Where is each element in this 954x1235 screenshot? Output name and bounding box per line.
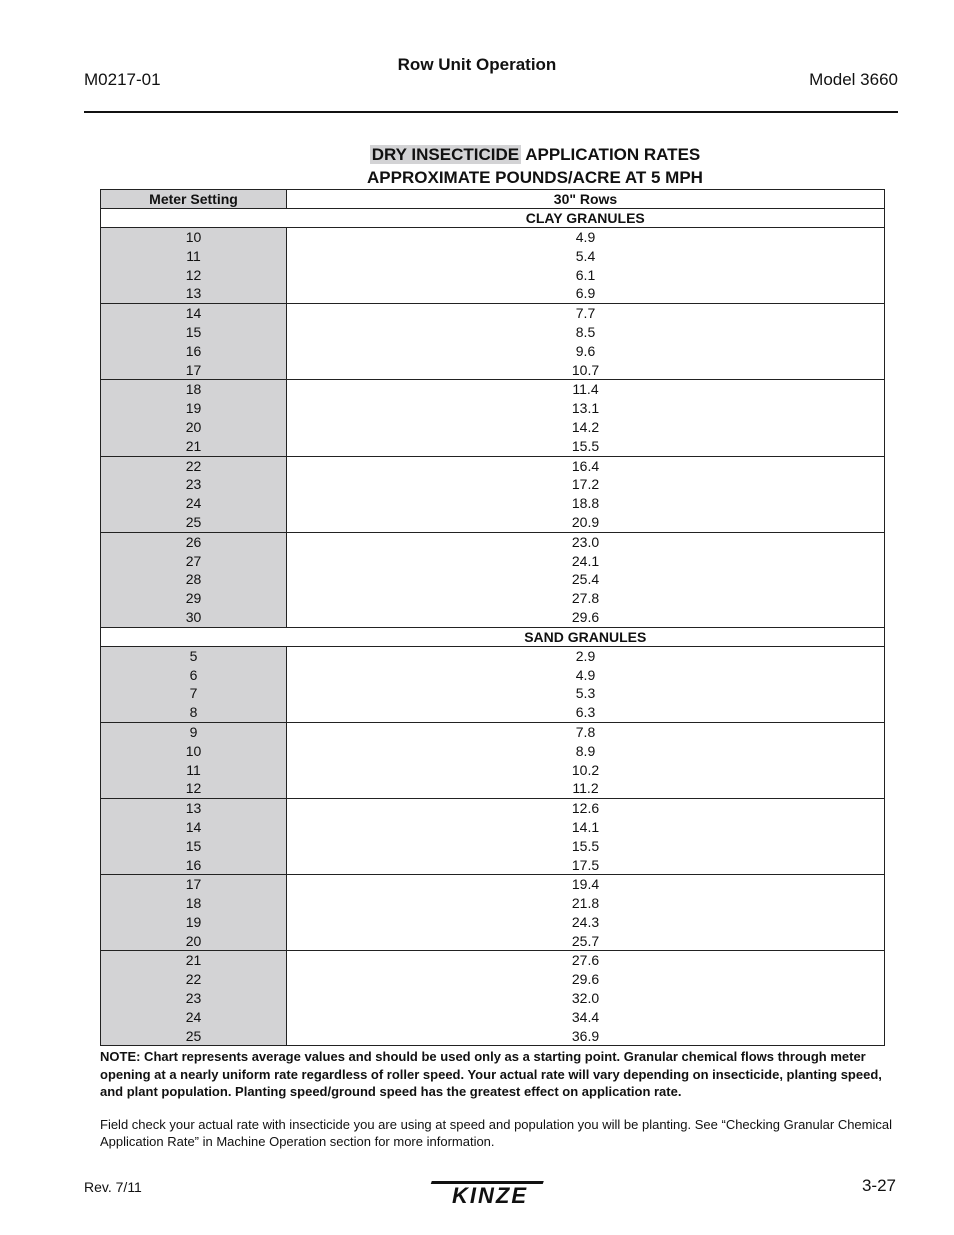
rate-cell: [287, 456, 885, 532]
rate-value: 36.9: [571, 1027, 600, 1044]
meter-setting-value: 17: [185, 361, 202, 378]
meter-setting-value: 24: [185, 1008, 202, 1025]
meter-setting-value: 15: [185, 837, 202, 854]
meter-setting-value: 21: [185, 437, 202, 454]
meter-setting-value: 15: [185, 323, 202, 340]
rate-value: 32.0: [571, 990, 600, 1007]
meter-setting-value: 23: [185, 990, 202, 1007]
table-row: [101, 875, 885, 951]
kinze-logo: [430, 1175, 550, 1207]
meter-setting-value: 19: [185, 913, 202, 930]
rate-value: 25.7: [571, 932, 600, 949]
meter-setting-cell: [101, 722, 287, 798]
table-title-line2: APPROXIMATE POUNDS/ACRE AT 5 MPH: [367, 168, 703, 187]
meter-setting-value: 28: [185, 571, 202, 588]
meter-setting-value: 29: [185, 590, 202, 607]
meter-setting-value: 10: [185, 742, 202, 759]
section-label: SAND GRANULES: [287, 627, 885, 646]
meter-setting-value: 11: [186, 761, 201, 778]
meter-setting-value: 7: [189, 685, 198, 702]
meter-setting-cell: [101, 228, 287, 304]
rate-cell: [287, 228, 885, 304]
meter-setting-value: 8: [189, 704, 198, 721]
rate-value: 14.1: [571, 818, 600, 835]
rate-value: 11.4: [572, 381, 599, 398]
rate-value: 34.4: [571, 1008, 600, 1025]
rate-value: 8.9: [575, 742, 596, 759]
rate-value: 29.6: [571, 608, 600, 625]
rate-value: 23.0: [571, 533, 600, 550]
rate-value: 16.4: [571, 457, 600, 474]
meter-setting-value: 13: [185, 285, 202, 302]
rate-value: 8.5: [575, 323, 596, 340]
document-id: M0217-01: [84, 70, 161, 89]
meter-setting-value: 23: [185, 476, 202, 493]
meter-setting-cell: [101, 304, 287, 380]
meter-setting-value: 13: [185, 800, 202, 817]
column-header-30-rows: 30" Rows: [287, 190, 885, 209]
meter-setting-value: 22: [185, 457, 202, 474]
meter-setting-value: 26: [185, 533, 202, 550]
rate-value: 10.2: [571, 761, 600, 778]
meter-setting-value: 12: [185, 780, 202, 797]
meter-setting-value: 19: [185, 400, 202, 417]
meter-setting-value: 25: [185, 513, 202, 530]
meter-setting-value: 25: [185, 1027, 202, 1044]
rate-value: 5.4: [575, 247, 596, 264]
meter-setting-value: 21: [185, 952, 202, 969]
rate-value: 19.4: [571, 876, 600, 893]
meter-setting-cell: [101, 380, 287, 456]
meter-setting-cell: [101, 456, 287, 532]
table-title-line1: [0, 143, 954, 166]
rate-value: 10.7: [571, 361, 600, 378]
section-label: CLAY GRANULES: [287, 209, 885, 228]
rate-value: 7.7: [575, 305, 596, 322]
page-number: 3-27: [861, 1176, 896, 1195]
rate-value: 25.4: [571, 571, 600, 588]
meter-setting-value: 14: [185, 818, 202, 835]
meter-setting-value: 24: [185, 495, 202, 512]
section-blank-cell: [101, 627, 287, 646]
revision-label: Rev. 7/11: [84, 1179, 142, 1195]
meter-setting-value: 27: [185, 552, 202, 569]
model-label: Model 3660: [809, 70, 898, 89]
column-header-meter-setting: Meter Setting: [101, 190, 287, 209]
rate-value: 20.9: [571, 513, 600, 530]
rate-value: 18.8: [571, 495, 600, 512]
meter-setting-cell: [101, 875, 287, 951]
meter-setting-cell: [101, 951, 287, 1046]
meter-setting-value: 22: [185, 971, 202, 988]
rate-cell: [287, 799, 885, 875]
meter-setting-value: 18: [185, 895, 202, 912]
note-paragraph: NOTE: Chart represents average values and should be used only as a starting point. Granular chemical flows through meter opening at a nearly uniform rate regardless of roller speed. Your actual rate will vary depending on insecticide, planting speed, and plant population. Planting speed/ground speed has the greatest effect on application rate.: [100, 1049, 882, 1099]
rate-value: 29.6: [571, 971, 600, 988]
rate-cell: [287, 532, 885, 627]
rate-value: 27.8: [571, 590, 600, 607]
section-blank-cell: [101, 209, 287, 228]
rate-cell: [287, 380, 885, 456]
rate-value: 5.3: [575, 685, 596, 702]
table-row: [101, 532, 885, 627]
rate-value: 27.6: [571, 952, 600, 969]
meter-setting-value: 16: [185, 856, 202, 873]
rate-value: 7.8: [575, 723, 596, 740]
title-highlight: DRY INSECTICIDE: [371, 145, 520, 164]
logo-wordmark: KINZE: [452, 1183, 528, 1207]
meter-setting-value: 12: [185, 266, 202, 283]
rate-value: 6.9: [575, 285, 596, 302]
meter-setting-value: 14: [185, 305, 202, 322]
table-row: [101, 304, 885, 380]
meter-setting-value: 5: [189, 647, 198, 664]
rate-value: 17.2: [571, 476, 600, 493]
meter-setting-value: 20: [185, 418, 202, 435]
rate-value: 6.1: [575, 266, 596, 283]
rate-value: 21.8: [571, 895, 600, 912]
meter-setting-value: 18: [185, 381, 202, 398]
rate-value: 24.3: [571, 913, 600, 930]
rate-value: 12.6: [571, 800, 600, 817]
table-row: [101, 799, 885, 875]
table-title: [0, 143, 954, 189]
rate-value: 15.5: [571, 837, 600, 854]
rate-value: 15.5: [571, 437, 600, 454]
rate-value: 4.9: [575, 229, 596, 245]
meter-setting-value: 10: [185, 229, 202, 245]
section-title: Row Unit Operation: [397, 55, 557, 74]
table-row: [101, 722, 885, 798]
rate-cell: [287, 875, 885, 951]
meter-setting-value: 30: [185, 608, 202, 625]
meter-setting-value: 9: [189, 723, 198, 740]
table-row: [101, 951, 885, 1046]
title-line1-rest: APPLICATION RATES: [521, 145, 701, 164]
table-row: [101, 456, 885, 532]
meter-setting-cell: [101, 532, 287, 627]
application-rates-table: [100, 189, 885, 1046]
meter-setting-cell: [101, 799, 287, 875]
rate-value: 13.1: [571, 400, 600, 417]
section-row: [101, 627, 885, 646]
rate-value: 9.6: [575, 342, 596, 359]
section-row: [101, 209, 885, 228]
table-row: [101, 228, 885, 304]
rate-value: 4.9: [575, 666, 596, 683]
rate-value: 6.3: [575, 704, 596, 721]
meter-setting-value: 17: [185, 876, 202, 893]
instruction-paragraph: Field check your actual rate with insecticide you are using at speed and population you will be planting. See “Checking Granular Chemical Application Rate” in Machine Operation section for more information.: [100, 1117, 892, 1149]
rate-cell: [287, 304, 885, 380]
rate-value: 2.9: [575, 647, 596, 664]
rate-value: 11.2: [572, 780, 599, 797]
table-header-row: [101, 190, 885, 209]
rate-value: 17.5: [571, 856, 600, 873]
rate-cell: [287, 722, 885, 798]
rate-value: 14.2: [571, 418, 600, 435]
meter-setting-cell: [101, 646, 287, 722]
rate-value: 24.1: [571, 552, 600, 569]
table-row: [101, 646, 885, 722]
meter-setting-value: 11: [186, 247, 201, 264]
meter-setting-value: 6: [189, 666, 198, 683]
meter-setting-value: 20: [185, 932, 202, 949]
table-body: [101, 209, 885, 1046]
meter-setting-value: 16: [185, 342, 202, 359]
rate-cell: [287, 951, 885, 1046]
rate-cell: [287, 646, 885, 722]
header-divider: [84, 111, 898, 113]
table-row: [101, 380, 885, 456]
